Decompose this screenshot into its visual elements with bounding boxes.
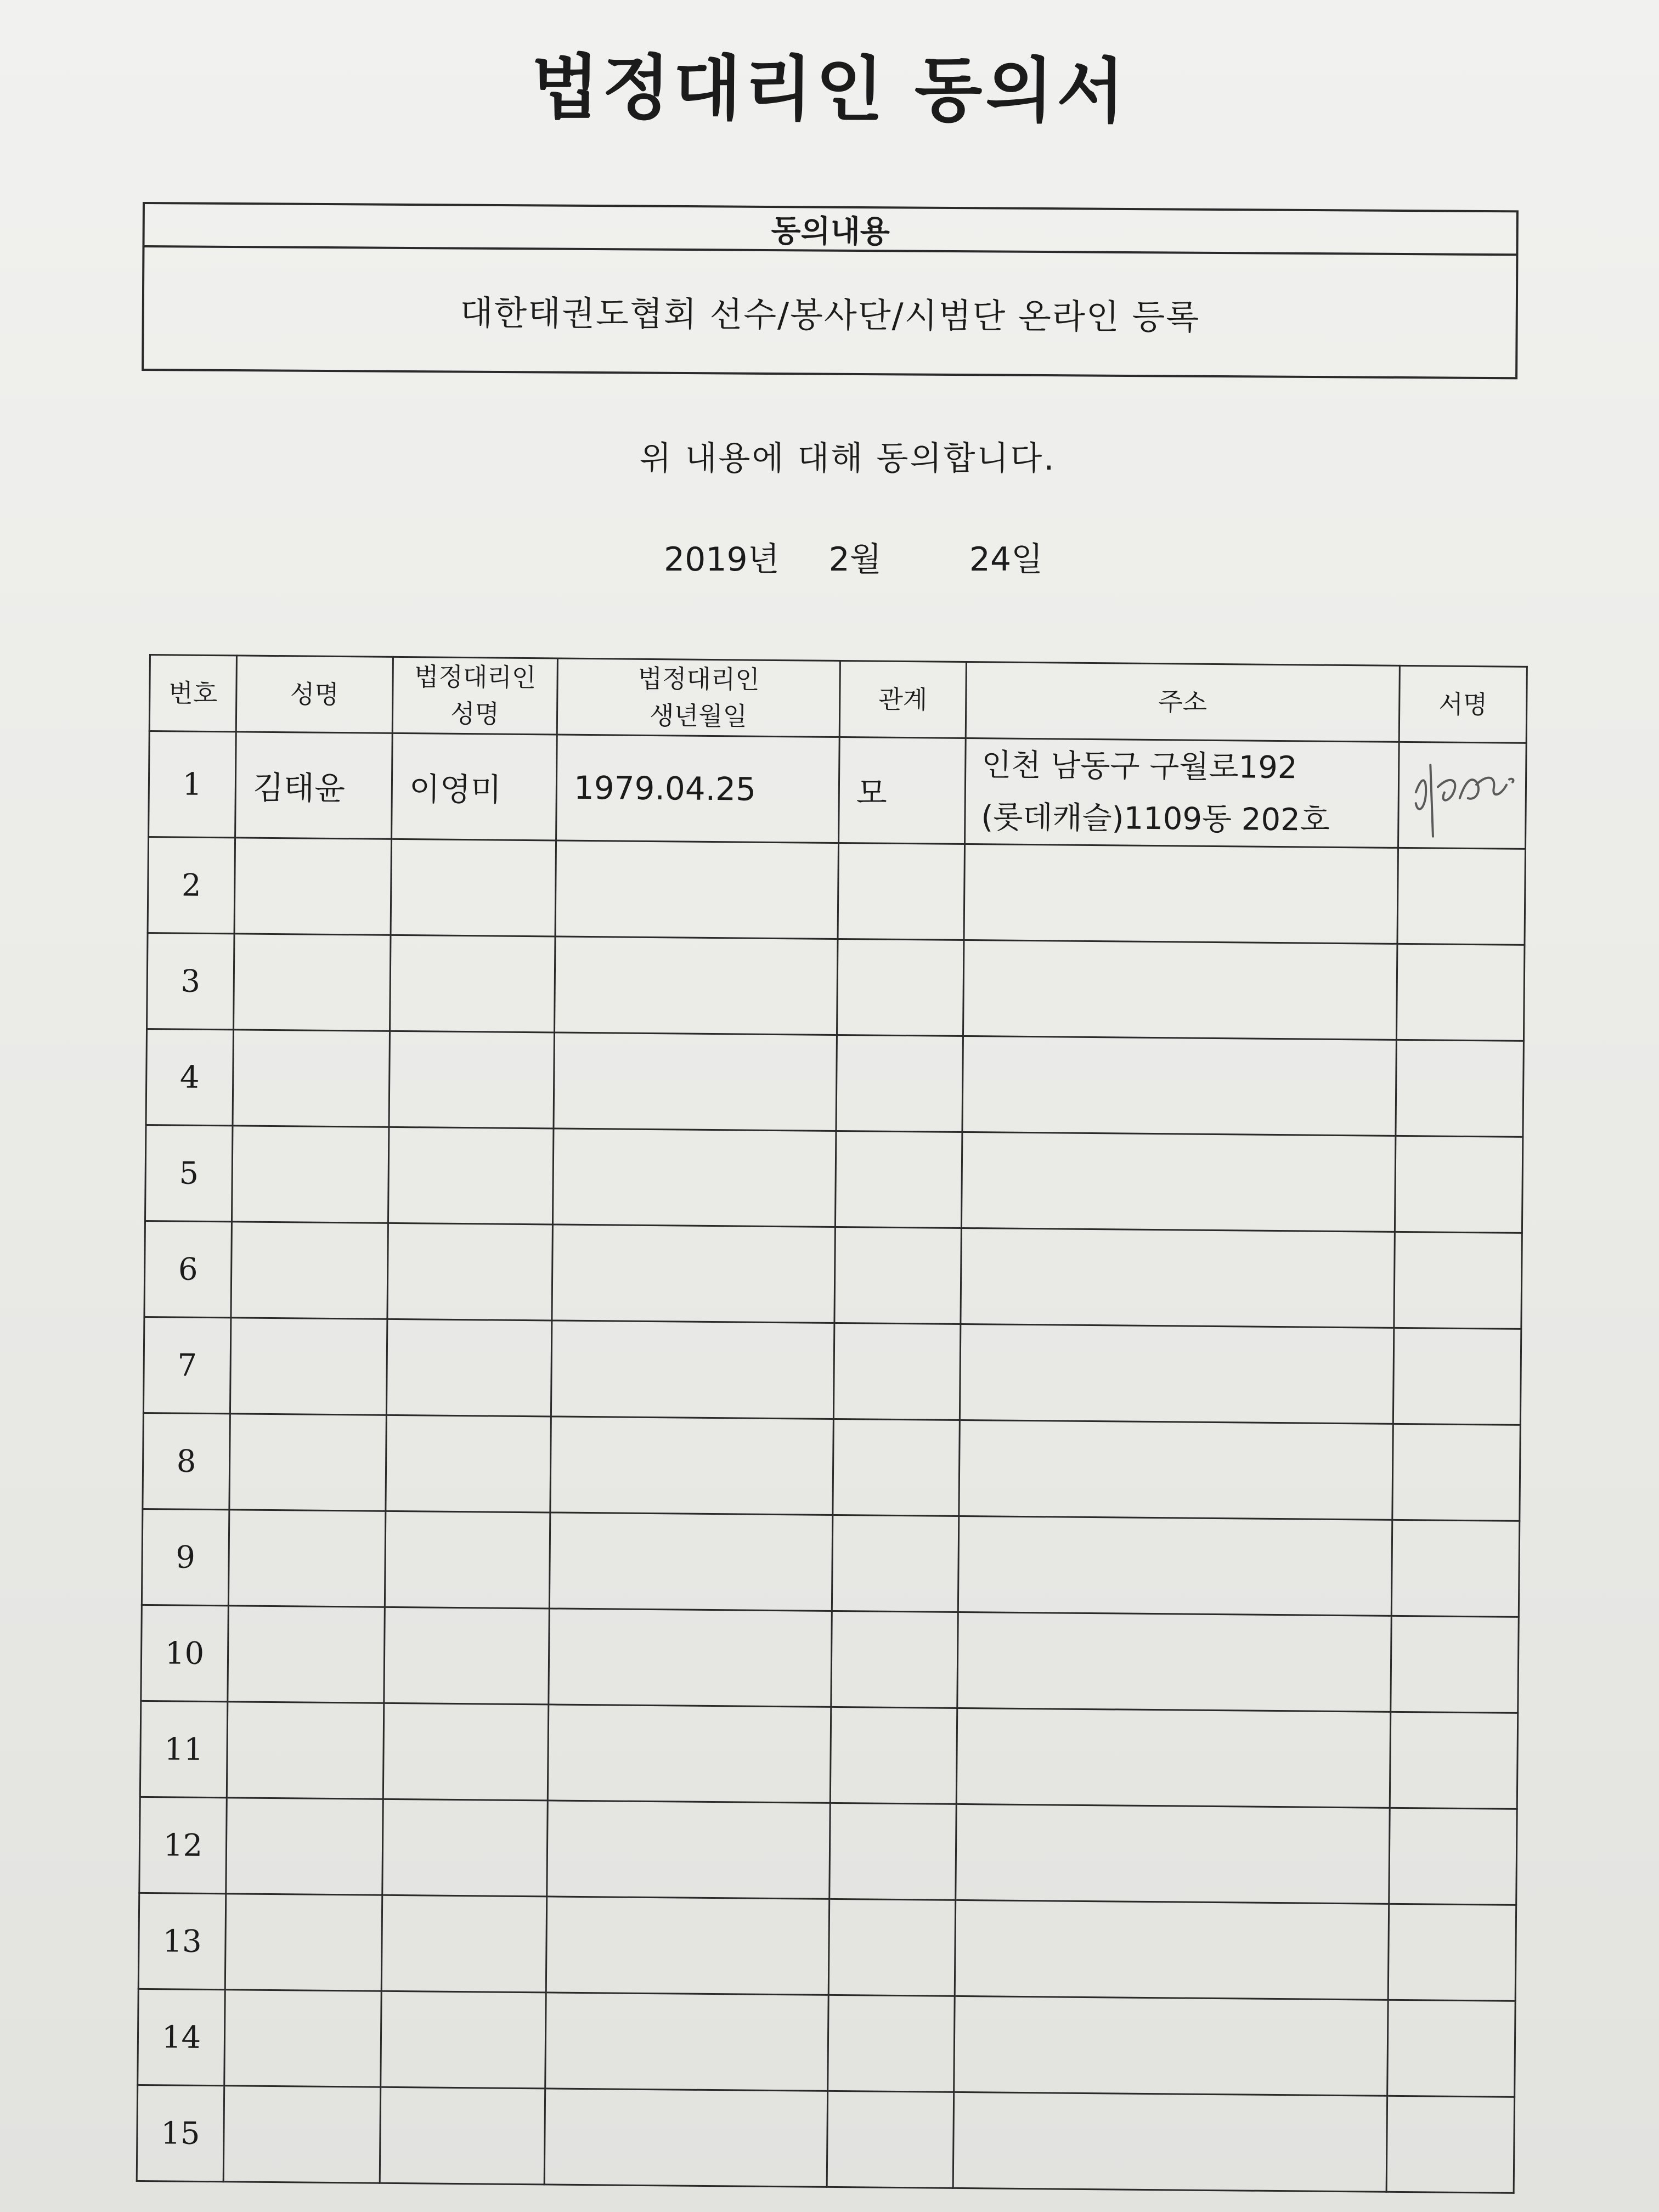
consent-content-header: 동의내용 [144, 204, 1516, 256]
row-guardian-name [381, 1895, 547, 1993]
row-guardian-birth [552, 1128, 836, 1227]
row-address [955, 1900, 1389, 2000]
row-signature [1396, 1040, 1524, 1137]
row-name [234, 934, 391, 1031]
table-row [137, 2085, 1514, 2193]
row-name [228, 1510, 386, 1607]
row-guardian-birth: 1979.04.25 [556, 735, 840, 843]
row-signature [1387, 2000, 1516, 2097]
header-number: 번호 [149, 655, 236, 732]
row-address [960, 1324, 1393, 1424]
row-name [228, 1606, 385, 1703]
row-name [229, 1414, 387, 1511]
header-guardian-birth: 법정대리인 생년월일 [557, 658, 840, 737]
row-relation [831, 1611, 958, 1708]
row-relation [834, 1227, 962, 1324]
document-title: 법정대리인 동의서 [531, 47, 1128, 133]
row-guardian-birth [544, 2089, 828, 2187]
row-signature [1391, 1520, 1520, 1617]
row-guardian-birth [545, 1993, 829, 2091]
date-month: 2월 [828, 540, 882, 579]
row-signature [1395, 1136, 1523, 1233]
row-signature [1393, 1328, 1521, 1425]
row-relation [830, 1707, 957, 1804]
table-row [145, 1125, 1522, 1233]
row-guardian-name [387, 1223, 553, 1321]
row-guardian-name [386, 1415, 551, 1513]
row-relation [838, 843, 965, 940]
header-name: 성명 [236, 656, 393, 733]
row-number: 11 [140, 1701, 228, 1798]
table-header-row [149, 655, 1527, 743]
table-row [149, 731, 1527, 849]
row-signature [1390, 1712, 1518, 1809]
row-number: 3 [147, 933, 235, 1030]
row-relation [835, 1131, 962, 1228]
row-address [958, 1516, 1392, 1616]
table-row [141, 1605, 1519, 1713]
row-guardian-birth [552, 1224, 836, 1323]
row-number: 9 [142, 1509, 229, 1606]
date-line [664, 533, 1043, 580]
row-guardian-name [388, 1127, 554, 1225]
table-row [146, 1029, 1523, 1137]
row-number: 6 [144, 1221, 232, 1318]
row-address [953, 2092, 1387, 2192]
row-guardian-birth [549, 1609, 832, 1707]
row-name [230, 1318, 387, 1415]
row-signature [1391, 1616, 1519, 1713]
row-guardian-birth [555, 936, 838, 1035]
row-guardian-name [383, 1703, 549, 1801]
row-name: 김태윤 [235, 732, 393, 839]
row-number: 4 [146, 1029, 234, 1126]
row-address [956, 1804, 1390, 1904]
row-guardian-name [381, 1991, 546, 2089]
row-name [233, 1030, 390, 1127]
row-guardian-birth [550, 1417, 834, 1515]
row-guardian-birth [547, 1801, 831, 1899]
date-year: 2019년 [664, 540, 780, 579]
row-guardian-name [385, 1511, 550, 1609]
row-guardian-birth [555, 840, 839, 939]
row-address [965, 738, 1400, 848]
row-signature [1392, 1424, 1521, 1521]
row-guardian-name [391, 839, 556, 937]
row-number: 13 [138, 1893, 226, 1990]
row-relation [827, 2091, 954, 2188]
row-relation [828, 1995, 955, 2092]
row-address-line2: (롯데캐슬)1109동 202호 [981, 799, 1330, 838]
row-name [224, 1990, 382, 2087]
row-address [956, 1708, 1390, 1808]
row-signature [1389, 1808, 1517, 1905]
row-number: 5 [145, 1125, 233, 1222]
row-relation [833, 1419, 960, 1516]
row-guardian-name [380, 2087, 545, 2185]
row-address [963, 940, 1397, 1040]
row-guardian-birth [549, 1513, 833, 1611]
consent-content-body: 대한태권도협회 선수/봉사단/시범단 온라인 등록 [460, 292, 1200, 337]
row-relation [828, 1899, 956, 1996]
row-relation: 모 [839, 737, 966, 844]
row-number: 14 [138, 1989, 225, 2086]
row-number: 8 [143, 1413, 230, 1510]
row-number: 7 [143, 1317, 231, 1414]
row-guardian-birth [546, 1897, 830, 1995]
row-address [964, 844, 1398, 944]
row-name [231, 1222, 388, 1319]
row-signature [1394, 1232, 1522, 1329]
row-name [232, 1126, 389, 1223]
row-number: 2 [148, 837, 235, 934]
row-address-line1: 인천 남동구 구월로192 [981, 747, 1297, 786]
row-number: 12 [139, 1797, 227, 1894]
header-signature: 서명 [1399, 665, 1527, 743]
row-guardian-name [389, 1031, 555, 1129]
table-row [148, 837, 1525, 945]
table-row [147, 933, 1525, 1041]
row-guardian-name [386, 1319, 552, 1417]
row-relation [837, 939, 964, 1036]
row-address [959, 1420, 1393, 1520]
row-name [223, 2086, 381, 2183]
row-address [961, 1228, 1395, 1328]
row-address [957, 1612, 1391, 1712]
row-guardian-birth [551, 1321, 834, 1419]
handwritten-signature [1399, 743, 1527, 838]
row-address [962, 1036, 1396, 1136]
header-address: 주소 [966, 662, 1400, 742]
table-row [144, 1221, 1522, 1329]
table-row [140, 1701, 1517, 1809]
row-guardian-birth [554, 1032, 837, 1131]
row-guardian-birth [548, 1705, 831, 1803]
row-guardian-name [382, 1799, 548, 1897]
table-row [138, 1989, 1515, 2097]
table-row [138, 1893, 1516, 2001]
header-relation: 관계 [839, 661, 966, 738]
row-relation [836, 1035, 963, 1132]
row-relation [830, 1803, 957, 1900]
row-number: 10 [141, 1605, 229, 1702]
row-name [226, 1798, 383, 1895]
row-guardian-name [384, 1607, 550, 1705]
consent-content-box [142, 202, 1519, 379]
row-signature [1386, 2096, 1515, 2193]
row-guardian-name: 이영미 [392, 733, 557, 840]
row-name [225, 1894, 382, 1991]
header-guardian-name: 법정대리인 성명 [392, 657, 557, 735]
date-day: 24일 [969, 540, 1043, 579]
row-signature [1397, 848, 1526, 945]
row-relation [833, 1323, 961, 1420]
row-guardian-name [390, 935, 556, 1033]
row-relation [832, 1515, 959, 1612]
row-signature [1398, 742, 1526, 849]
table-row [139, 1797, 1517, 1905]
row-address [961, 1132, 1395, 1232]
guardian-roster-table [136, 654, 1528, 2194]
row-signature [1388, 1904, 1516, 2001]
row-number: 1 [149, 731, 236, 838]
agreement-statement: 위 내용에 대해 동의합니다. [639, 439, 1056, 478]
row-name [227, 1702, 384, 1799]
table-row [142, 1509, 1519, 1617]
row-name [234, 838, 392, 935]
table-row [143, 1413, 1520, 1521]
row-address [954, 1996, 1388, 2096]
row-signature [1396, 944, 1525, 1041]
row-number: 15 [137, 2085, 224, 2182]
table-row [143, 1317, 1521, 1425]
